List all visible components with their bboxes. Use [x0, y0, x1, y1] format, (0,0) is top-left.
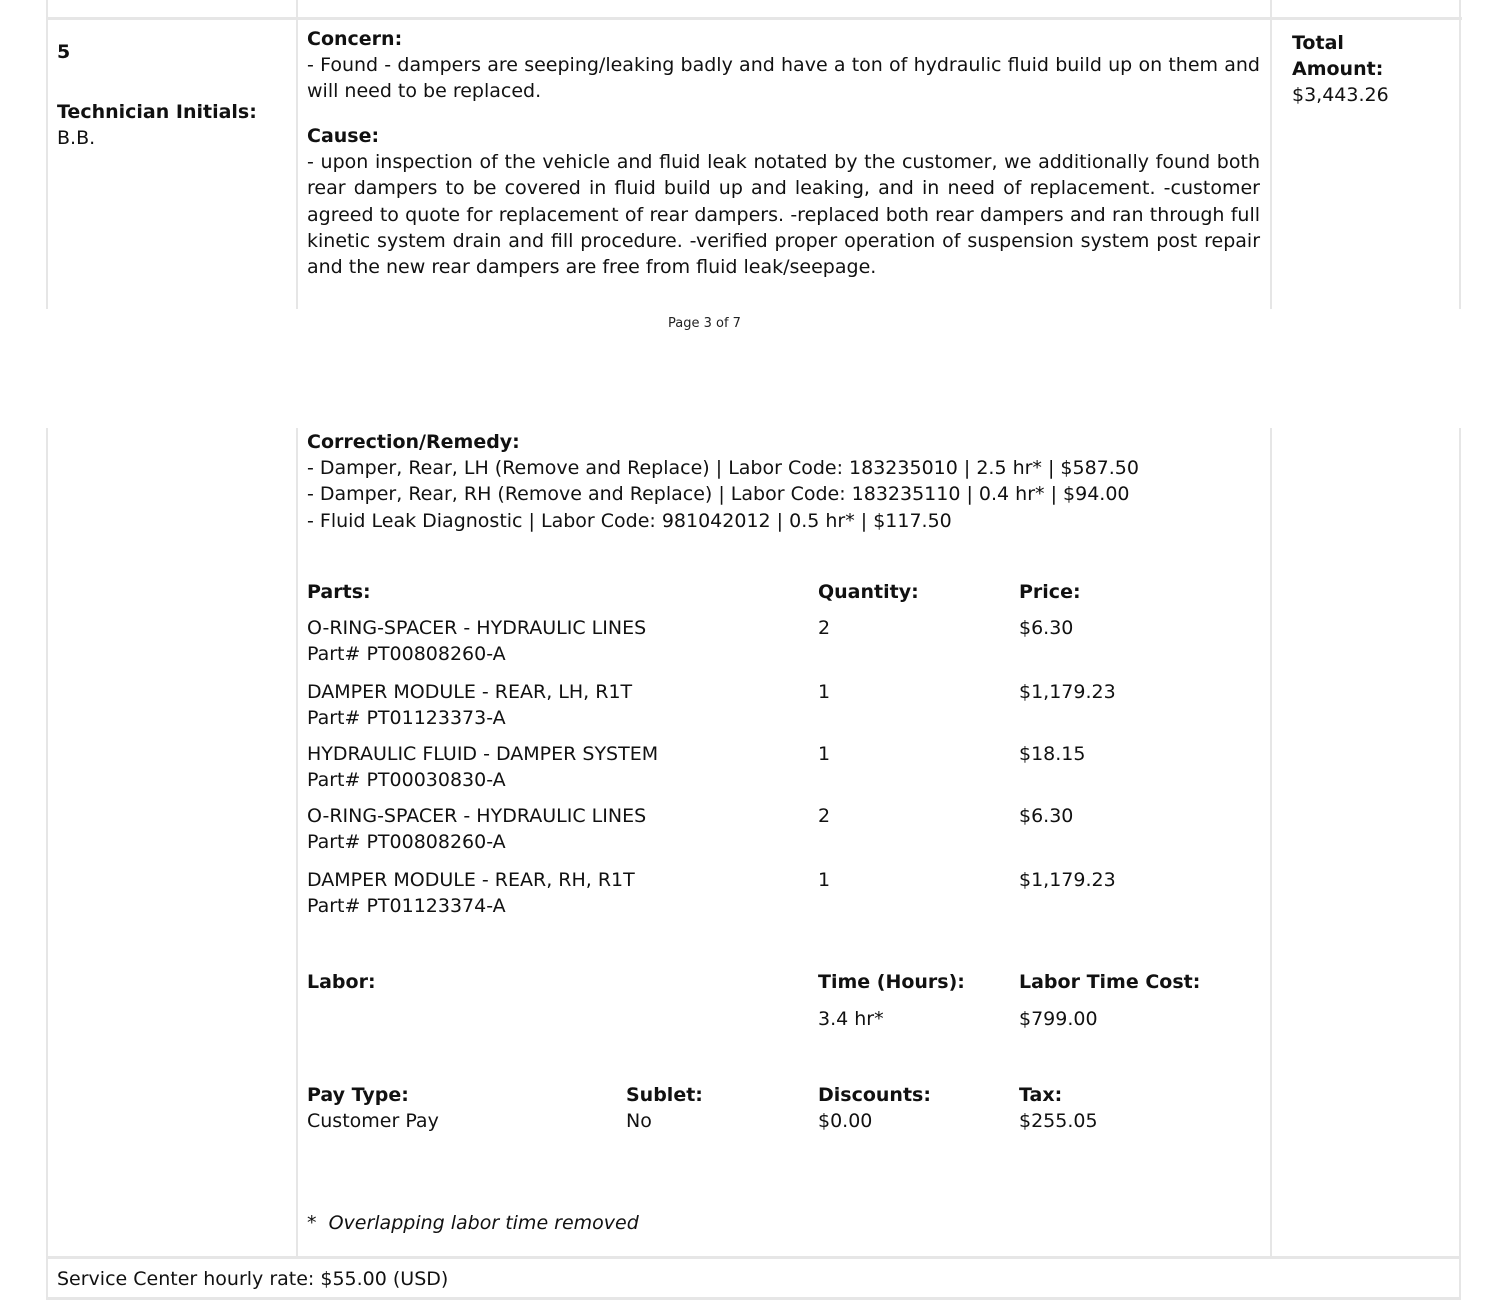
- part-name: O-RING-SPACER - HYDRAULIC LINES: [307, 617, 647, 639]
- labor-time-value: 3.4 hr*: [818, 1008, 884, 1030]
- table-top-border: [47, 17, 1462, 20]
- part-price: $1,179.23: [1019, 869, 1116, 891]
- time-hours-header: Time (Hours):: [818, 971, 965, 993]
- technician-initials-label: Technician Initials:: [57, 101, 257, 123]
- quantity-header: Quantity:: [818, 581, 919, 603]
- labor-time-cost-header: Labor Time Cost:: [1019, 971, 1201, 993]
- table2-right-border: [1459, 428, 1461, 1300]
- discounts-value: $0.00: [818, 1110, 873, 1132]
- part-price: $6.30: [1019, 617, 1074, 639]
- correction-lines: [307, 455, 1139, 534]
- concern-label: Concern:: [307, 28, 403, 50]
- table2-left-border: [46, 428, 48, 1300]
- parts-header: Parts:: [307, 581, 371, 603]
- table-row: [307, 867, 635, 920]
- part-quantity: 1: [818, 743, 831, 765]
- total-amount-value: $3,443.26: [1292, 84, 1389, 106]
- correction-label: Correction/Remedy:: [307, 431, 520, 453]
- part-quantity: 1: [818, 681, 831, 703]
- cause-text: - upon inspection of the vehicle and fluid leak notated by the customer, we additionally found both rear dampers to be covered in fluid build up and leaking, and in need of replacement. -customer agreed to quote for replacement of rear dampers. -replaced both rear dampers and ran through full kinetic system drain and fill procedure. -verified proper operation of suspension system post repair and the new rear dampers are free from fluid leak/seepage.: [307, 151, 1260, 279]
- table-row: [307, 803, 646, 856]
- part-number: Part# PT00030830-A: [307, 769, 506, 792]
- pay-type-label: Pay Type:: [307, 1084, 409, 1106]
- part-quantity: 2: [818, 805, 831, 827]
- part-name: HYDRAULIC FLUID - DAMPER SYSTEM: [307, 743, 659, 765]
- table2-column-divider-1: [296, 428, 298, 1258]
- table-right-border: [1459, 0, 1461, 309]
- pay-type-value: Customer Pay: [307, 1110, 439, 1132]
- column-divider-2: [1270, 0, 1272, 309]
- labor-cost-value: $799.00: [1019, 1008, 1098, 1030]
- table-row: [307, 741, 658, 794]
- part-price: $1,179.23: [1019, 681, 1116, 703]
- part-number: Part# PT00808260-A: [307, 643, 506, 666]
- tax-label: Tax:: [1019, 1084, 1063, 1106]
- table2-row-divider: [47, 1256, 1461, 1259]
- part-number: Part# PT00808260-A: [307, 831, 506, 854]
- part-quantity: 1: [818, 869, 831, 891]
- concern-text: - Found - dampers are seeping/leaking badly and have a ton of hydraulic fluid build up on them and will need to be replaced.: [307, 54, 1260, 103]
- cause-label: Cause:: [307, 125, 380, 147]
- sublet-value: No: [626, 1110, 652, 1132]
- column-divider-1: [296, 0, 298, 309]
- part-quantity: 2: [818, 617, 831, 639]
- hourly-rate: Service Center hourly rate: $55.00 (USD): [57, 1268, 449, 1290]
- correction-line: - Fluid Leak Diagnostic | Labor Code: 981042012 | 0.5 hr* | $117.50: [307, 509, 952, 532]
- page-number: Page 3 of 7: [668, 316, 741, 331]
- table-row: [307, 615, 646, 668]
- correction-line: - Damper, Rear, LH (Remove and Replace) | Labor Code: 183235010 | 2.5 hr* | $587.50: [307, 457, 1139, 479]
- part-price: $6.30: [1019, 805, 1074, 827]
- correction-line: - Damper, Rear, RH (Remove and Replace) | Labor Code: 183235110 | 0.4 hr* | $94.00: [307, 483, 1130, 506]
- part-name: DAMPER MODULE - REAR, RH, R1T: [307, 869, 635, 891]
- discounts-label: Discounts:: [818, 1084, 931, 1106]
- total-amount-label: [1292, 30, 1383, 83]
- table-row: [307, 679, 632, 732]
- total-amount-label-line2: Amount:: [1292, 58, 1384, 81]
- table-left-border: [46, 0, 48, 309]
- part-name: DAMPER MODULE - REAR, LH, R1T: [307, 681, 633, 703]
- part-number: Part# PT01123373-A: [307, 707, 506, 730]
- part-number: Part# PT01123374-A: [307, 895, 506, 918]
- sublet-label: Sublet:: [626, 1084, 703, 1106]
- labor-header: Labor:: [307, 971, 376, 993]
- table2-column-divider-2: [1270, 428, 1272, 1258]
- line-number: 5: [57, 41, 71, 63]
- tax-value: $255.05: [1019, 1110, 1098, 1132]
- part-price: $18.15: [1019, 743, 1086, 765]
- footnote: * Overlapping labor time removed: [307, 1212, 639, 1234]
- total-amount-label-line1: Total: [1292, 32, 1344, 54]
- technician-initials-value: B.B.: [57, 127, 96, 149]
- price-header: Price:: [1019, 581, 1081, 603]
- part-name: O-RING-SPACER - HYDRAULIC LINES: [307, 805, 647, 827]
